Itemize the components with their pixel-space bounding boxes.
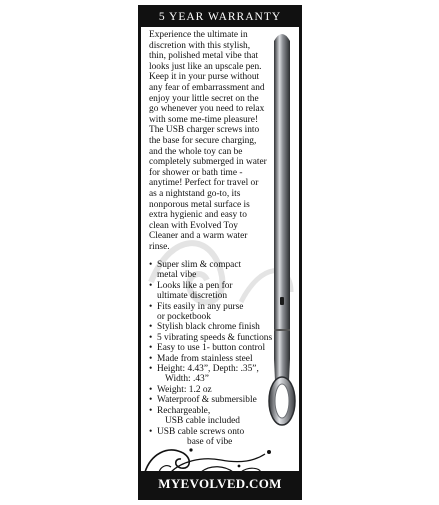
list-item: • 5 vibrating speeds & functions [149,333,289,343]
warranty-banner: 5 YEAR WARRANTY [141,8,299,27]
list-item: • Super slim & compact metal vibe [149,260,289,281]
list-item: • Fits easily in any purse or pocketbook [149,302,289,323]
decorative-swirl-icon [141,432,299,474]
list-item: • Easy to use 1- button control [149,343,289,353]
product-description: Experience the ultimate in discretion with this stylish, thin, polished metal vibe that looks just like an upscale pen. Keep it in your purse without any fear of embarrassment and enjoy your little secret on the go whenever you need to relax with some me-time pleasure! The USB charger screws into the base for secure charging, and the whole toy can be completely submerged in water for shower or bath time - anytime! Perfect for travel or as a nightstand go-to, its nonporous metal surface is extra hygienic and easy to clean with Evolved Toy Cleaner and a warm water rinse. [149,30,267,252]
list-item: • Made from stainless steel [149,354,289,364]
list-item: • USB cable screws onto base of vibe [149,427,289,448]
feature-list [149,260,289,447]
list-item: • Looks like a pen for ultimate discretion [149,281,289,302]
list-item: • Weight: 1.2 oz [149,385,289,395]
list-item: • Stylish black chrome finish [149,322,289,332]
product-box-side-panel [138,5,302,500]
website-footer: MYEVOLVED.COM [141,471,299,497]
list-item: • Waterproof & submersible [149,395,289,405]
list-item: • Height: 4.43”, Depth: .35”, Width: .43” [149,364,289,385]
list-item: • Rechargeable, USB cable included [149,406,289,427]
